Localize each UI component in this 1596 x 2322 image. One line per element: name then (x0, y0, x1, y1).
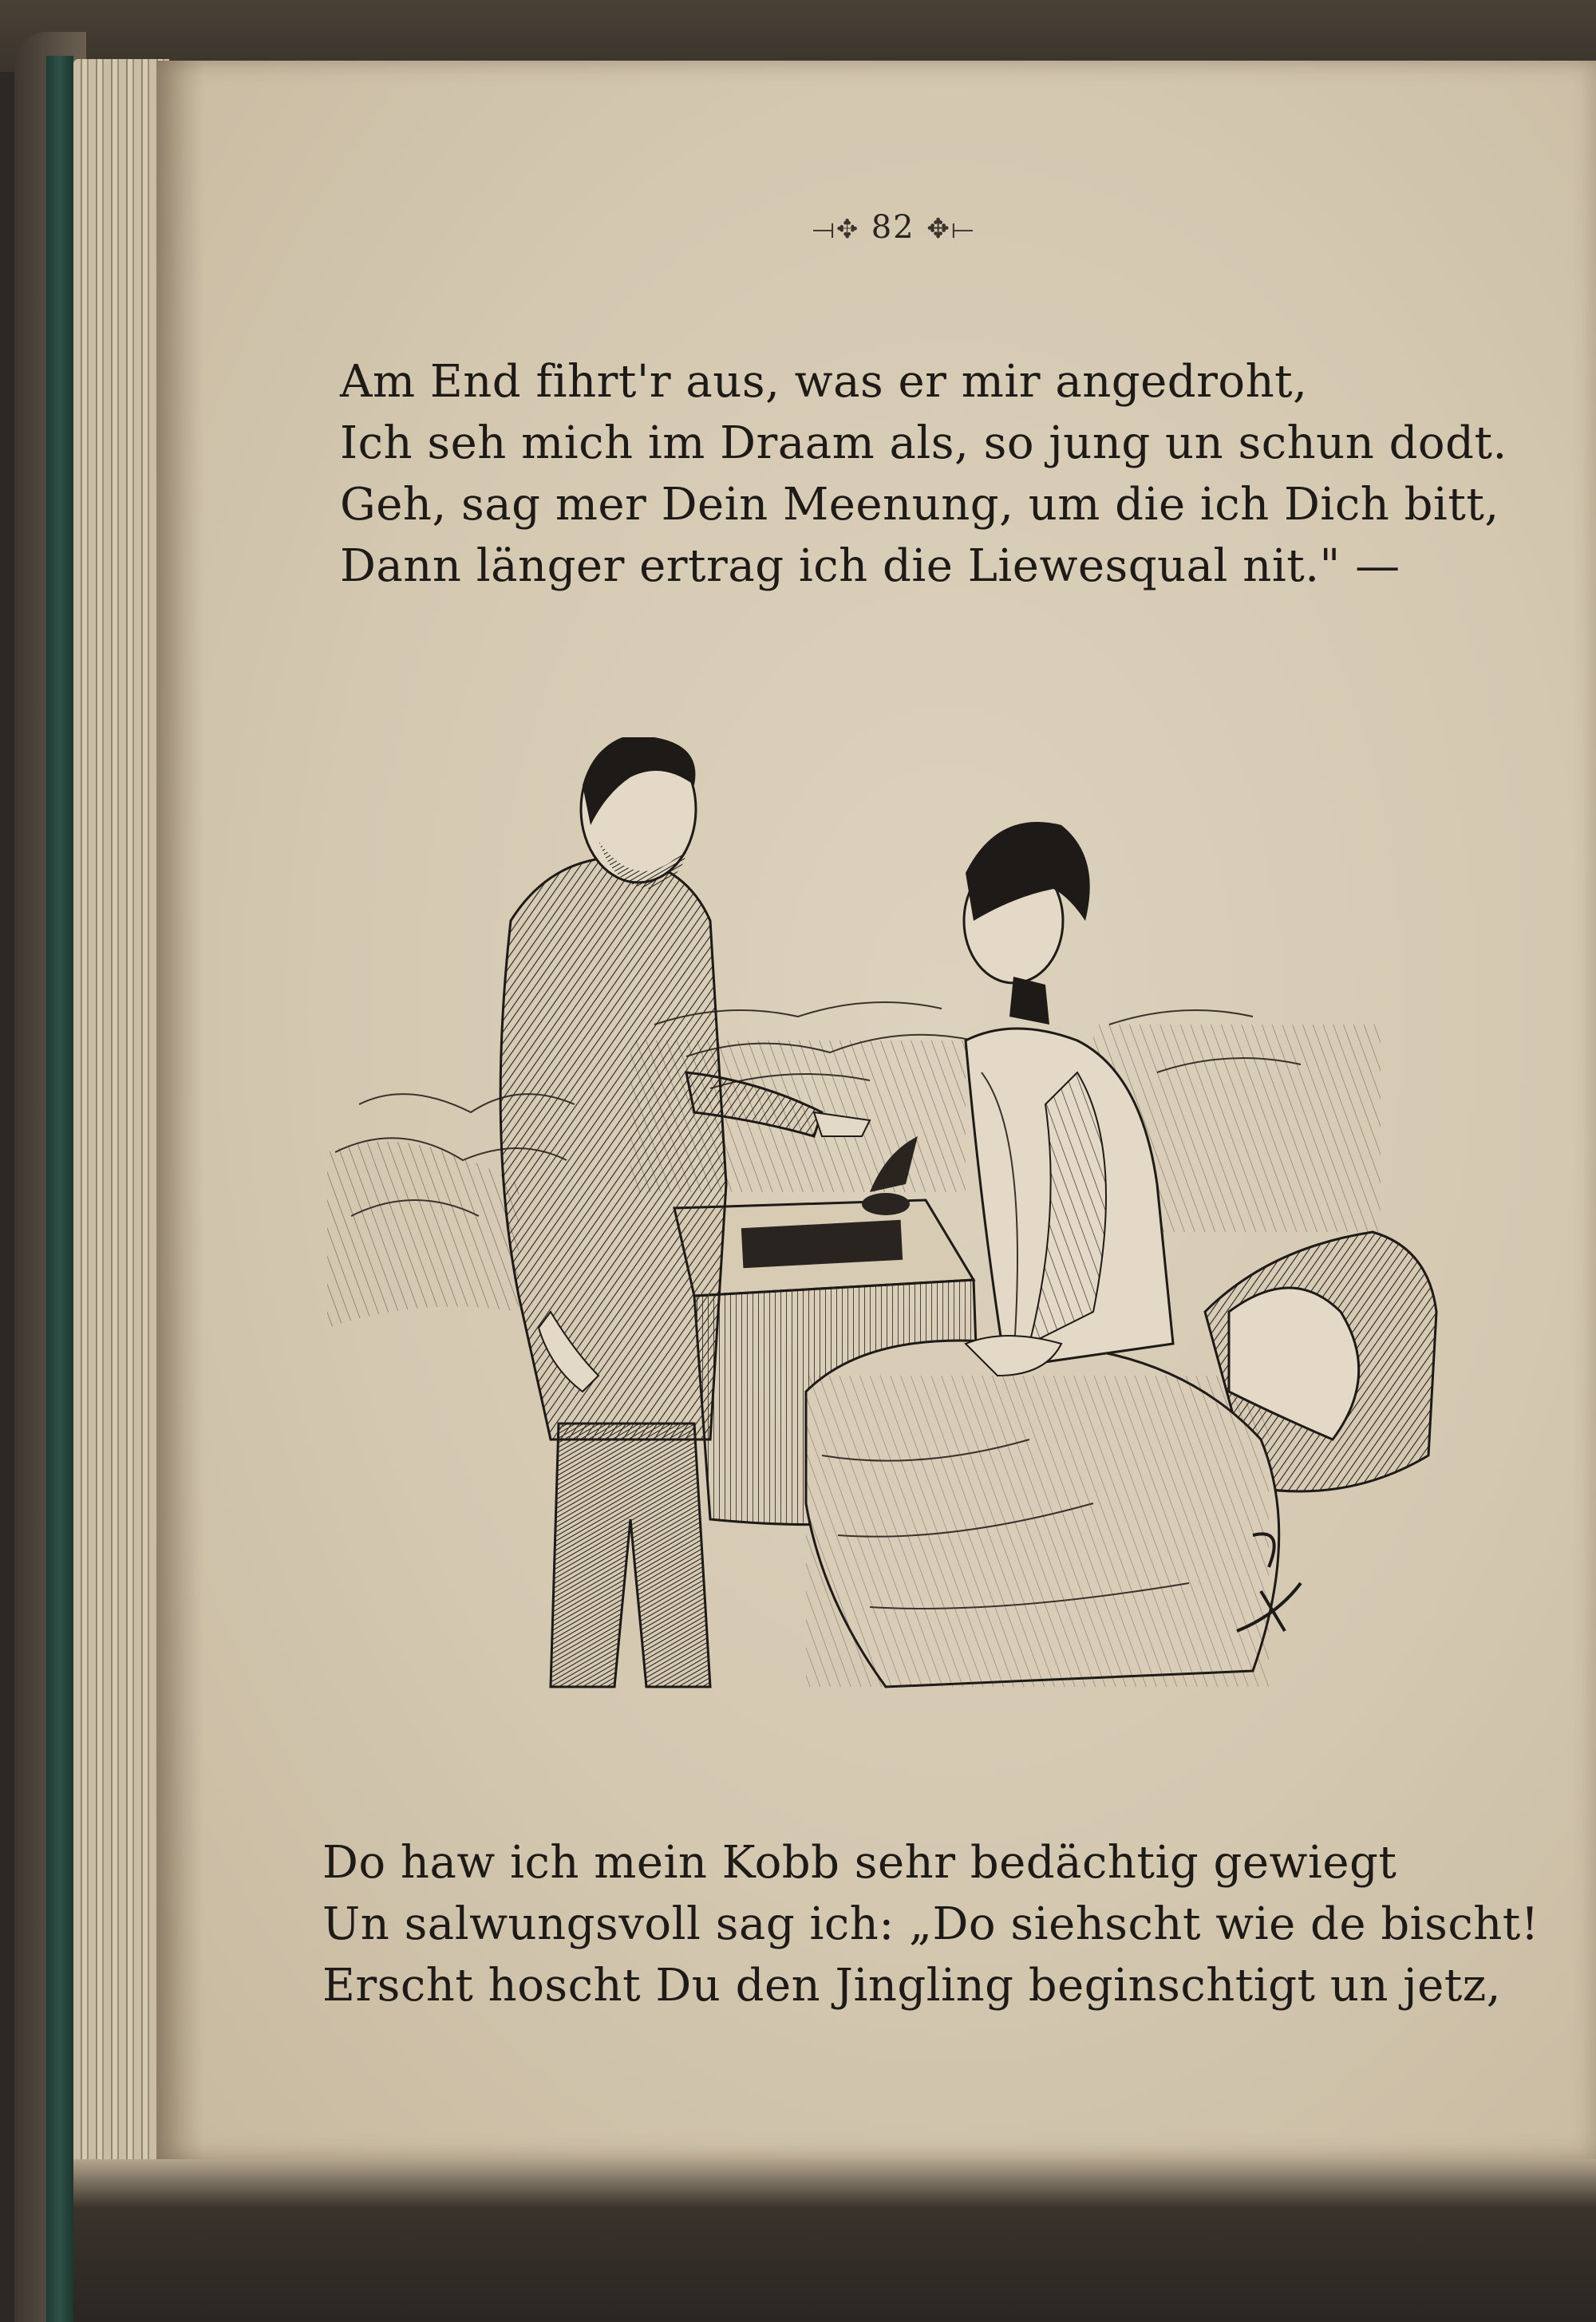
inkwell-icon (862, 1193, 910, 1215)
verse-line: Do haw ich mein Kobb sehr bedächtig gewiegt (322, 1837, 1397, 1889)
cloth-spine-strip (46, 56, 73, 2322)
verse-line: Am End fihrt'r aus, was er mir angedroht, (340, 356, 1308, 408)
stanza-bottom (322, 1832, 1539, 2016)
page-number: 82 (871, 209, 915, 246)
verse-line: Geh, sag mer Dein Meenung, um die ich Dich bitt, (340, 479, 1499, 531)
ornament-right-icon: ✥⟝ (926, 213, 976, 245)
book-on-table (741, 1220, 903, 1268)
gutter-shadow (156, 61, 204, 2159)
page-number-header (790, 209, 998, 246)
verse-line: Erscht hoscht Du den Jingling beginschtigt un jetz, (322, 1960, 1502, 2012)
verse-line: Ich seh mich im Draam als, so jung un schun dodt. (340, 417, 1507, 469)
verse-line: Dann länger ertrag ich die Liewesqual nit." — (340, 540, 1400, 592)
background-shading (327, 1142, 519, 1328)
stanza-top (340, 351, 1507, 597)
book-lower-edge (73, 2159, 1596, 2322)
engraving-illustration (311, 737, 1460, 1695)
verse-line: Un salwungsvoll sag ich: „Do siehscht wie de bischt! (322, 1898, 1539, 1950)
skirt-shading (806, 1376, 1269, 1687)
stacked-page-edges (73, 59, 169, 2166)
ornament-left-icon: ⟞✥ (812, 213, 860, 245)
